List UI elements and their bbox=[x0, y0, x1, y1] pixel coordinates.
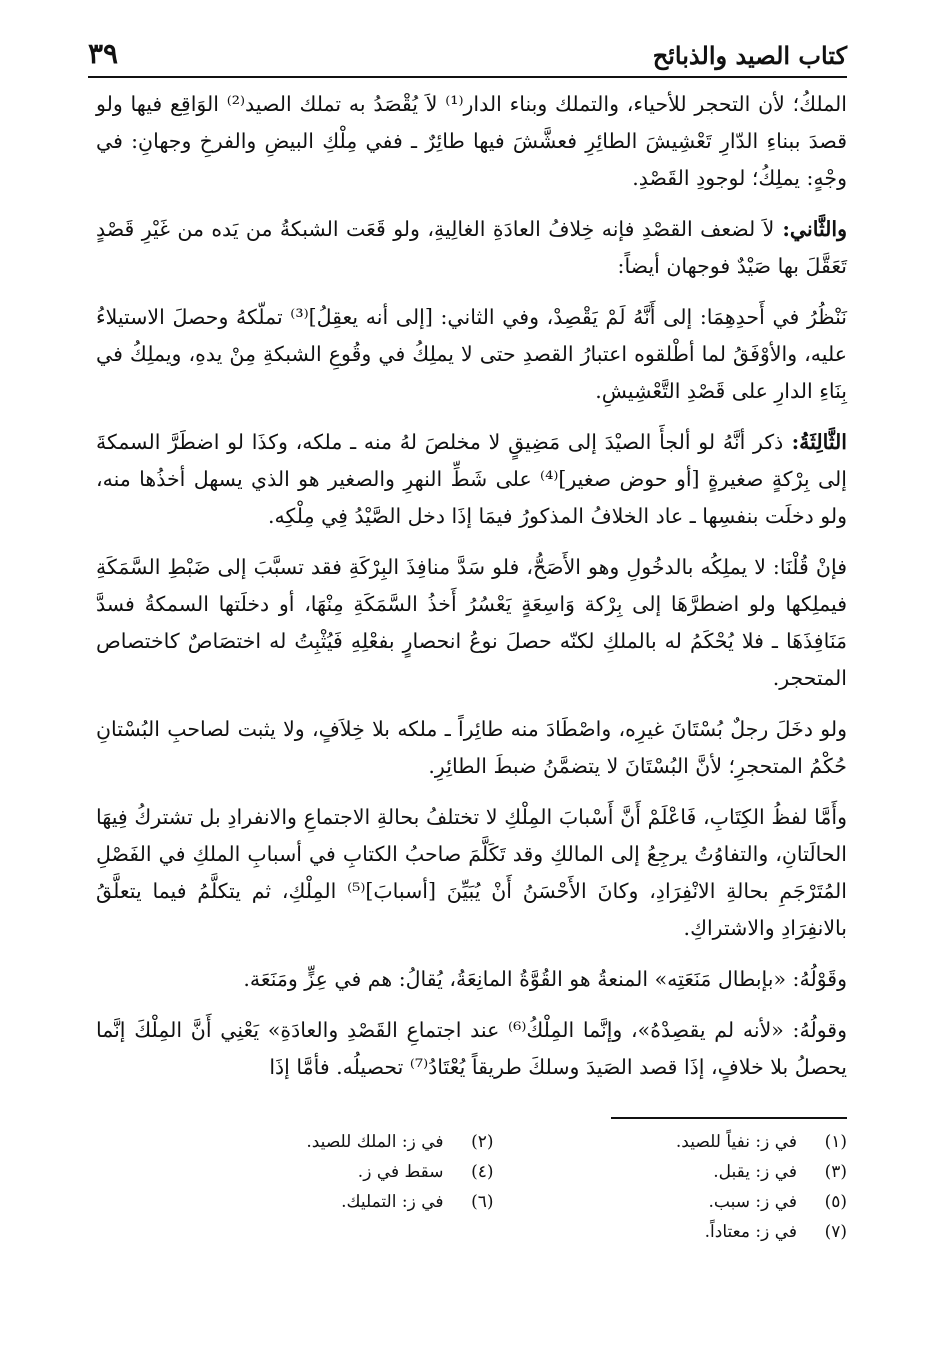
paragraph-text: فإنْ قُلْنَا: لا يملِكُه بالدخُولِ وهو الأَصَحُّ، فلو سَدَّ منافِذَ البِرْكَةِ فقد تسبَّبَ إلى ضَبْطِ السَّمَكَةِ فيملِكها ولو اضطرَّهَا إلى بِرْكة وَاسِعَةٍ يَعْسُرُ أَخذُ السَّمَكَةِ مِنْهَا، أو دخلَتها السمكةُ فسدَّ مَنَافِذَهَا ـ فلا يُحْكَمُ له بالملكِ لكنّه حصلَ نوعُ انحصارٍ بفعْلِهِ فَيُثْبِتُ له اختصَاصٌ كاختصاص المتحجر. bbox=[96, 555, 847, 690]
footnote-text: في ز: الملك للصيد. bbox=[306, 1132, 444, 1152]
footnote-number: (٧) bbox=[824, 1222, 847, 1242]
footnote-number: (٤) bbox=[471, 1162, 494, 1182]
paragraph-text: ولو دخَلَ رجلٌ بُسْتَانَ غيرِه، واصْطَادَ منه طائِراً ـ ملكه بلا خِلاَفٍ، ولا يثبت لصاحبِ البُسْتانِ حُكْمُ المتحجرِ؛ لأنَّ البُسْتَانَ لا يتضمَّنُ ضبطَ الطائِرِ. bbox=[96, 717, 847, 778]
paragraph-5 bbox=[96, 549, 847, 697]
footnote-6 bbox=[200, 1188, 494, 1216]
paragraph-2 bbox=[96, 211, 847, 285]
paragraph-text: وقَوْلُهُ: «بإبطال مَنَعَتِه» المنعةُ هو القُوَّةُ المانِعَةُ، يُقالُ: هم في عِزٍّ ومَنَعَة. bbox=[243, 967, 847, 991]
paragraph-text: لاَ لضعف القصْدِ فإنه خِلافُ العادَةِ الغالِيةِ، ولو قَعَت الشبكةُ من يَده من غَيْرِ قَصْدٍ تَعَقَّلَ بها صَيْدٌ فوجهان أيضاً: bbox=[96, 217, 847, 278]
paragraph-text: وأَمَّا لفظُ الكِتَابِ، فَاعْلَمْ أَنَّ أَسْبابَ المِلْكِ لا تختلفُ بحالةِ الاجتماعِ والانفرادِ بل تشتركُ فِيهَا الحالَتانِ، والتفاوُتُ يرجِعُ إلى المالكِ وقد تَكَلَّمَ صاحبُ الكتابِ في أسبابِ الملكِ في الفَصْلِ المُتَرْجَمِ بحالةِ الانْفِرَادِ، وكانَ الأَحْسَنُ أَنْ يُبَيِّنَ [أسبابَ]⁽⁵⁾ المِلْكِ، ثم يتكلَّمُ فيما يتعلَّقُ بالانفِرَادِ والاشتراكِ. bbox=[96, 805, 847, 940]
footnote-number: (١) bbox=[824, 1132, 847, 1152]
footnote-number: (٢) bbox=[471, 1132, 494, 1152]
paragraph-text: نَنْظُرُ في أَحدِهِمَا: إلى أَنَّهُ لَمْ يَقْصِدْ، وفي الثاني: [إلى أنه يعقِلُ]⁽³⁾ تملّكهُ وحصلَ الاستيلاءُ عليه، والأوْفَقُ لما أطْلقوه اعتبارُ القصدِ حتى لا يملِكُ في وقُوعِ الشبكةِ مِنْ يدهِ، ويملِكُ في بِنَاءِ الدارِ على قَصْدِ التَّعْشِيشِ. bbox=[96, 305, 848, 403]
footnote-4 bbox=[200, 1158, 494, 1186]
paragraph-8 bbox=[96, 961, 847, 998]
paragraph-3 bbox=[96, 299, 847, 410]
paragraph-lead: الثَّالِثَةُ: bbox=[783, 430, 847, 454]
footnote-text: سقط في ز. bbox=[357, 1162, 444, 1182]
footnote-text: في ز: التمليك. bbox=[341, 1192, 444, 1212]
footnote-number: (٥) bbox=[824, 1192, 847, 1212]
footnote-text: في ز: نفياً للصيد. bbox=[675, 1132, 797, 1152]
footnote-number: (٣) bbox=[824, 1162, 847, 1182]
paragraph-1 bbox=[96, 86, 847, 197]
page-header bbox=[88, 30, 847, 78]
footnotes bbox=[200, 1128, 847, 1246]
running-title: كتاب الصيد والذبائح bbox=[652, 41, 847, 70]
paragraph-6 bbox=[96, 711, 847, 785]
paragraph-9 bbox=[96, 1012, 847, 1086]
paragraph-7 bbox=[96, 799, 847, 947]
footnote-divider bbox=[611, 1117, 847, 1119]
footnote-1 bbox=[554, 1128, 848, 1156]
footnote-text: في ز: يقبل. bbox=[713, 1162, 797, 1182]
footnote-7 bbox=[554, 1218, 848, 1246]
main-text bbox=[96, 86, 847, 1100]
footnote-3 bbox=[554, 1158, 848, 1186]
paragraph-text: وقولُهُ: «لأنه لم يقصِدْهُ»، وإنَّما المِلْكُ⁽⁶⁾ عند اجتماعِ القَصْدِ والعادَةِ» يَعْنِي أَنَّ المِلْكَ إنَّما يحصلُ بلا خلافٍ، إذَا قصد الصَيدَ وسلكَ طريقاً يُعْتَادُ⁽⁷⁾ تحصيلُه. فأمَّا إذَا bbox=[96, 1018, 847, 1079]
paragraph-text: الملكُ؛ لأن التحجر للأحياء، والتملك وبناء الدار⁽¹⁾ لاَ يُقْصَدُ به تملك الصيد⁽²⁾ الوَاقِع فيها ولو قصدَ ببناءِ الدّارِ تَعْشِيشَ الطائِرِ فعشَّشَ فيها طائِرٌ ـ ففي مِلْكِ البيضِ والفرخِ وجهانِ: في وجْهٍ: يملِكُ؛ لوجودِ القَصْدِ. bbox=[96, 92, 847, 190]
page-number: ٣٩ bbox=[88, 37, 119, 70]
footnote-5 bbox=[554, 1188, 848, 1216]
paragraph-lead: والثَّاني: bbox=[774, 217, 847, 241]
paragraph-4 bbox=[96, 424, 847, 535]
paragraph-text: ذكر أنَّهُ لو ألجأَ الصيْدَ إلى مَضِيقٍ لا مخلصَ لهُ منه ـ ملكه، وكذَا لو اضطَرَّ السمكةَ إلى بِرْكةٍ صغيرةٍ [أو حوض صغير]⁽⁴⁾ على شَطِّ النهرِ والصغير هو الذي يسهل أخذُها منه، ولو دخلَت بنفسِها ـ عاد الخلافُ المذكورُ فيمَا إذَا دخل الصَّيْدُ فِي مِلْكِه. bbox=[96, 430, 847, 528]
footnote-2 bbox=[200, 1128, 494, 1156]
footnote-number: (٦) bbox=[471, 1192, 494, 1212]
footnote-text: في ز: سبب. bbox=[708, 1192, 797, 1212]
footnote-text: في ز: معتاداً. bbox=[704, 1222, 797, 1242]
